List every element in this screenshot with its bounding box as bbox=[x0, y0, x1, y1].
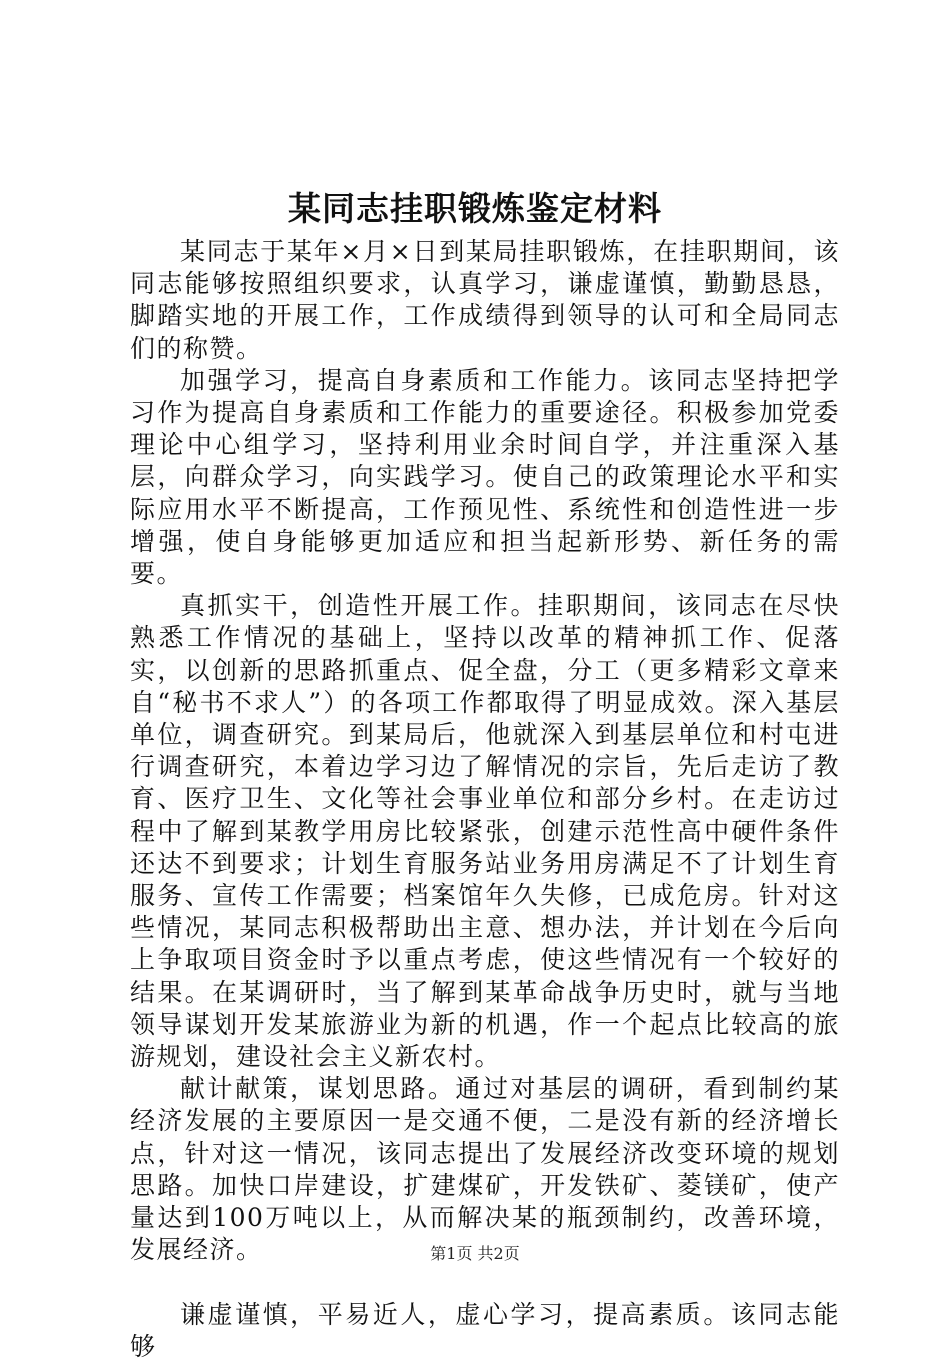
page-number-footer: 第1页 共2页 bbox=[430, 1244, 520, 1263]
document-body bbox=[130, 236, 840, 1363]
paragraph-study: 加强学习，提高自身素质和工作能力。该同志坚持把学习作为提高自身素质和工作能力的重要途径。积极参加党委理论中心组学习，坚持利用业余时间自学，并注重深入基层，向群众学习，向实践学习。使自己的政策理论水平和实际应用水平不断提高，工作预见性、系统性和创造性进一步增强，使自身能够更加适应和担当起新形势、新任务的需要。 bbox=[130, 365, 840, 589]
paragraph-ideas: 献计献策，谋划思路。通过对基层的调研，看到制约某经济发展的主要原因一是交通不便，二是没有新的经济增长点，针对这一情况，该同志提出了发展经济改变环境的规划思路。加快口岸建设，扩建煤矿，开发铁矿、菱镁矿，使产量达到100万吨以上，从而解决某的瓶颈制约，改善环境，发展经济。 bbox=[130, 1074, 840, 1265]
paragraph-modesty: 谦虚谨慎，平易近人，虚心学习，提高素质。该同志能够 bbox=[130, 1299, 840, 1361]
paragraph-work: 真抓实干，创造性开展工作。挂职期间，该同志在尽快熟悉工作情况的基础上，坚持以改革的精神抓工作、促落实，以创新的思路抓重点、促全盘，分工（更多精彩文章来自“秘书不求人”）的各项工作都取得了明显成效。深入基层单位，调查研究。到某局后，他就深入到基层单位和村屯进行调查研究，本着边学习边了解情况的宗旨，先后走访了教育、医疗卫生、文化等社会事业单位和部分乡村。在走访过程中了解到某教学用房比较紧张，创建示范性高中硬件条件还达不到要求；计划生育服务站业务用房满足不了计划生育服务、宣传工作需要；档案馆年久失修，已成危房。针对这些情况，某同志积极帮助出主意、想办法，并计划在今后向上争取项目资金时予以重点考虑，使这些情况有一个较好的结果。在某调研时，当了解到某革命战争历史时，就与当地领导谋划开发某旅游业为新的机遇，作一个起点比较高的旅游规划，建设社会主义新农村。 bbox=[130, 591, 840, 1072]
document-title: 某同志挂职锻炼鉴定材料 bbox=[288, 189, 662, 228]
paragraph-intro: 某同志于某年×月×日到某局挂职锻炼，在挂职期间，该同志能够按照组织要求，认真学习，谦虚谨慎，勤勤恳恳，脚踏实地的开展工作，工作成绩得到领导的认可和全局同志们的称赞。 bbox=[130, 237, 840, 363]
